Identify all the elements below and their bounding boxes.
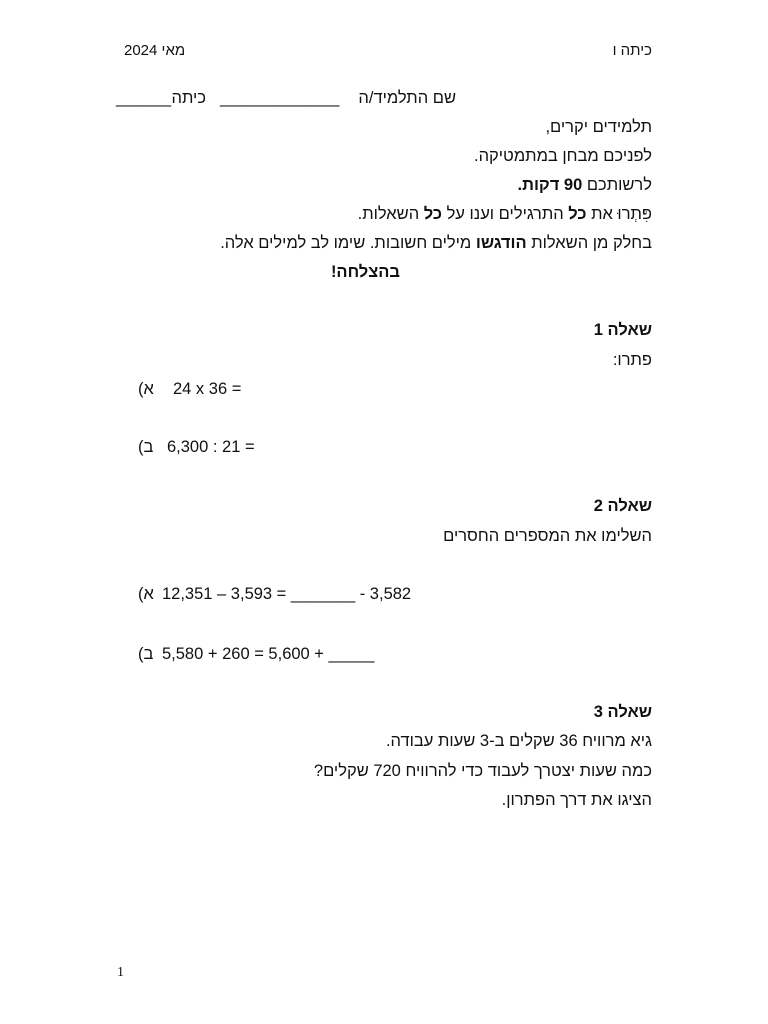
intro-time-text: לרשותכם [582,176,652,194]
intro-time-bold: 90 דקות. [517,176,583,194]
question-1b-expression: 6,300 : 21 = [167,438,255,456]
question-1b-label: ב) [138,438,154,456]
intro-note-bold: הודגשו [475,234,527,252]
student-name-label: שם התלמיד/ה [358,89,456,107]
page-number: 1 [117,965,124,980]
question-2b-expression: 5,580 + 260 = 5,600 + _____ [162,645,375,663]
question-2b-label: ב) [138,645,154,663]
intro-instructions [358,206,652,223]
intro-line: לפניכם מבחן במתמטיקה. [474,147,652,165]
question-3-title: שאלה 3 [593,703,652,721]
header-date: מאי 2024 [124,42,186,59]
question-2a-label: א) [138,585,154,603]
student-class-label: כיתה [171,89,206,107]
intro-note-part: מילים חשובות. שימו לב למילים אלה. [220,234,476,252]
intro-instr-bold: כל [568,205,587,223]
question-1a-expression: 24 x 36 = [173,380,242,398]
intro-instr-part: התרגילים וענו על [441,205,569,223]
header-class: כיתה ו [612,42,652,59]
good-luck: בהצלחה! [330,263,400,281]
student-class-blank: ______ [116,89,172,107]
intro-time [518,177,652,194]
question-3-text: כמה שעות יצטרך לעבוד כדי להרוויח 720 שקלים? [313,762,652,780]
question-2-title: שאלה 2 [593,497,652,515]
question-1-instruction: פתרו: [612,351,652,369]
question-3-text: הציגו את דרך הפתרון. [501,791,652,809]
student-name-blank: _____________ [220,89,340,107]
intro-instr-part: השאלות. [357,205,424,223]
intro-instr-part: פִּתְרוּ את [586,205,652,223]
intro-instr-bold: כל [423,205,442,223]
intro-note-part: בחלק מן השאלות [526,234,652,252]
question-2a-expression: 12,351 – 3,593 = _______ - 3,582 [162,585,412,603]
question-1-title: שאלה 1 [593,321,652,339]
question-1a-label: א) [138,380,154,398]
intro-emphasis-note [220,235,652,252]
question-2-instruction: השלימו את המספרים החסרים [443,527,652,545]
question-3-text: גיא מרוויח 36 שקלים ב-3 שעות עבודה. [385,732,652,750]
intro-greeting: תלמידים יקרים, [545,118,652,136]
